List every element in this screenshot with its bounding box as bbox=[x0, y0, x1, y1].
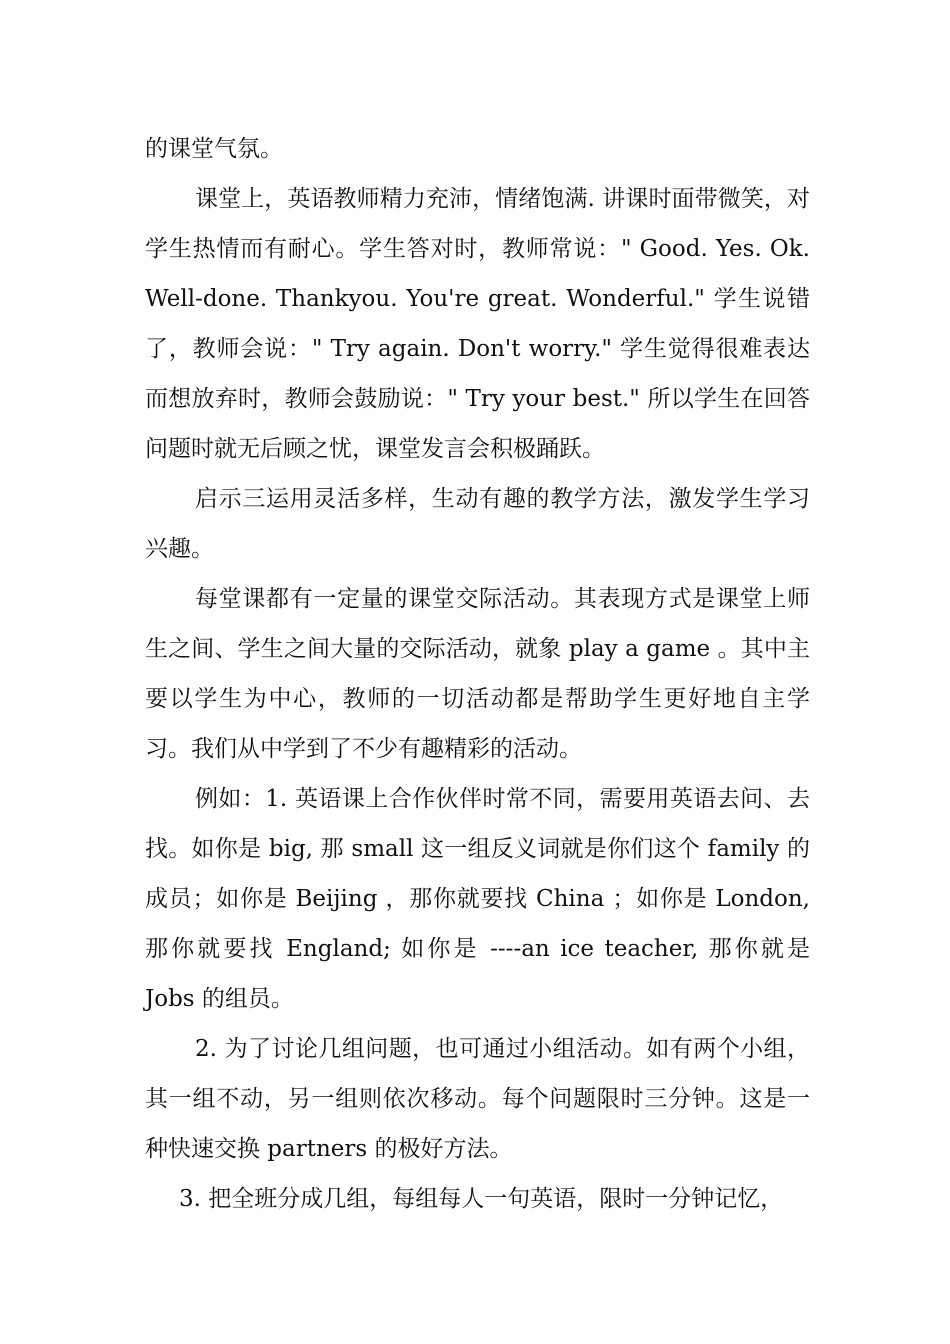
document-page bbox=[145, 124, 810, 1224]
paragraph-example-one: 例如：1. 英语课上合作伙伴时常不同，需要用英语去问、去找。如你是 big, 那 small 这一组反义词就是你们这个 family 的成员；如你是 Beijing ，那你就要找 China ；如你是 London, 那你就要找 England; 如你是 ----an ice teacher, 那你就是 Jobs 的组员。 bbox=[145, 786, 810, 1012]
paragraph-classroom-atmosphere-end: 的课堂气氛。 bbox=[145, 136, 283, 162]
paragraph-example-three: 3. 把全班分成几组，每组每人一句英语，限时一分钟记忆， bbox=[179, 1186, 784, 1212]
paragraph-communication-activities: 每堂课都有一定量的课堂交际活动。其表现方式是课堂上师生之间、学生之间大量的交际活动，就象 play a game 。其中主要以学生为中心，教师的一切活动都是帮助学生更好地自主学习。我们从中学到了不少有趣精彩的活动。 bbox=[145, 586, 810, 762]
paragraph-example-two: 2. 为了讨论几组问题，也可通过小组活动。如有两个小组，其一组不动，另一组则依次移动。每个问题限时三分钟。这是一种快速交换 partners 的极好方法。 bbox=[145, 1036, 810, 1162]
paragraph-teacher-encouragement: 课堂上，英语教师精力充沛，情绪饱满. 讲课时面带微笑，对学生热情而有耐心。学生答对时，教师常说：" Good. Yes. Ok. Well-done. Thankyou. You're great. Wonderful." 学生说错了，教师会说：" Try again. Don't worry." 学生觉得很难表达而想放弃时，教师会鼓励说：" Try your best." 所以学生在回答问题时就无后顾之忧，课堂发言会积极踊跃。 bbox=[145, 186, 810, 462]
paragraph-insight-three: 启示三运用灵活多样，生动有趣的教学方法，激发学生学习兴趣。 bbox=[145, 486, 810, 562]
